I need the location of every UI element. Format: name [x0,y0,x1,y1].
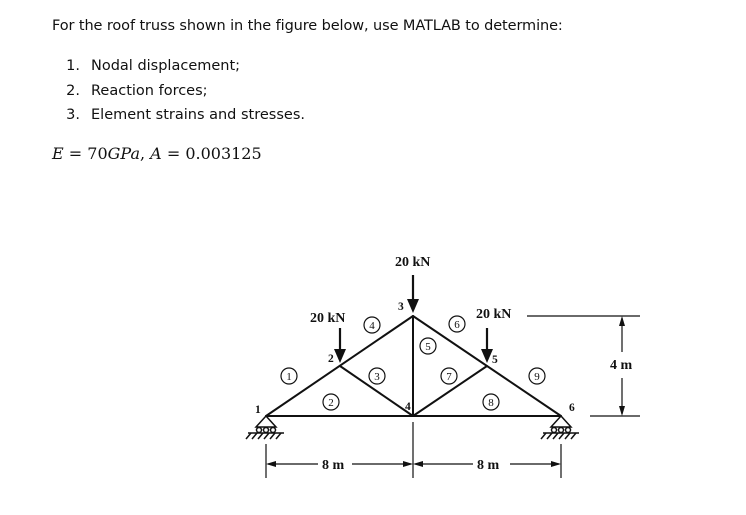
support-right [541,416,579,439]
element-number: 2 [328,397,334,409]
dimension-label-right-span: 8 m [477,458,500,473]
task-number: 2. [66,82,80,99]
modulus-symbol: E [52,144,64,163]
area-symbol: A [150,144,162,163]
pin-support-icon [551,416,571,427]
roller-wheel-icon [559,428,564,433]
dimension-label-left-span: 8 m [322,458,345,473]
node-label: 5 [492,354,498,366]
roller-wheel-icon [566,428,571,433]
element-number: 1 [286,371,292,383]
load-label-right: 20 kN [476,307,512,322]
modulus-unit: GPa [107,144,140,163]
pin-support-icon [256,416,276,427]
task-text: Element strains and stresses. [91,107,305,123]
arrow-up-icon [619,316,625,326]
area-value: = 0.003125 [161,144,262,163]
ground-hatch [541,433,576,439]
task-text: Nodal displacement; [91,58,241,74]
dimension-label-height: 4 m [610,358,633,373]
ground-hatch [246,433,281,439]
truss-members [266,316,561,416]
element-number: 5 [425,341,431,353]
task-text: Reaction forces; [91,82,208,99]
element-number: 8 [488,397,494,409]
task-number: 3. [66,107,80,123]
element-number: 7 [446,371,452,383]
arrow-down-icon [334,349,346,363]
element-number: 4 [369,320,375,332]
arrow-down-icon [619,406,625,416]
roller-wheel-icon [552,428,557,433]
dimension-lines [266,316,640,478]
arrow-right-icon [403,461,413,467]
separator: , [140,144,151,163]
arrow-right-icon [551,461,561,467]
task-number: 1. [66,58,80,74]
element-number: 9 [534,371,540,383]
element-number: 6 [454,319,460,331]
roller-wheel-icon [257,428,262,433]
arrow-down-icon [407,299,419,313]
node-label: 3 [398,301,404,313]
element-number: 3 [374,371,380,383]
node-label: 2 [328,353,334,365]
load-label-top: 20 kN [395,255,431,270]
arrow-left-icon [413,461,423,467]
arrow-left-icon [266,461,276,467]
node-label: 6 [569,402,575,414]
node-label: 1 [255,404,261,416]
roller-wheel-icon [271,428,276,433]
roller-wheel-icon [264,428,269,433]
load-label-left: 20 kN [310,311,346,326]
problem-statement: For the roof truss shown in the figure below, use MATLAB to determine: [52,18,563,34]
support-left [246,416,284,439]
node-label: 4 [405,401,411,413]
modulus-value: = 70 [63,144,108,163]
